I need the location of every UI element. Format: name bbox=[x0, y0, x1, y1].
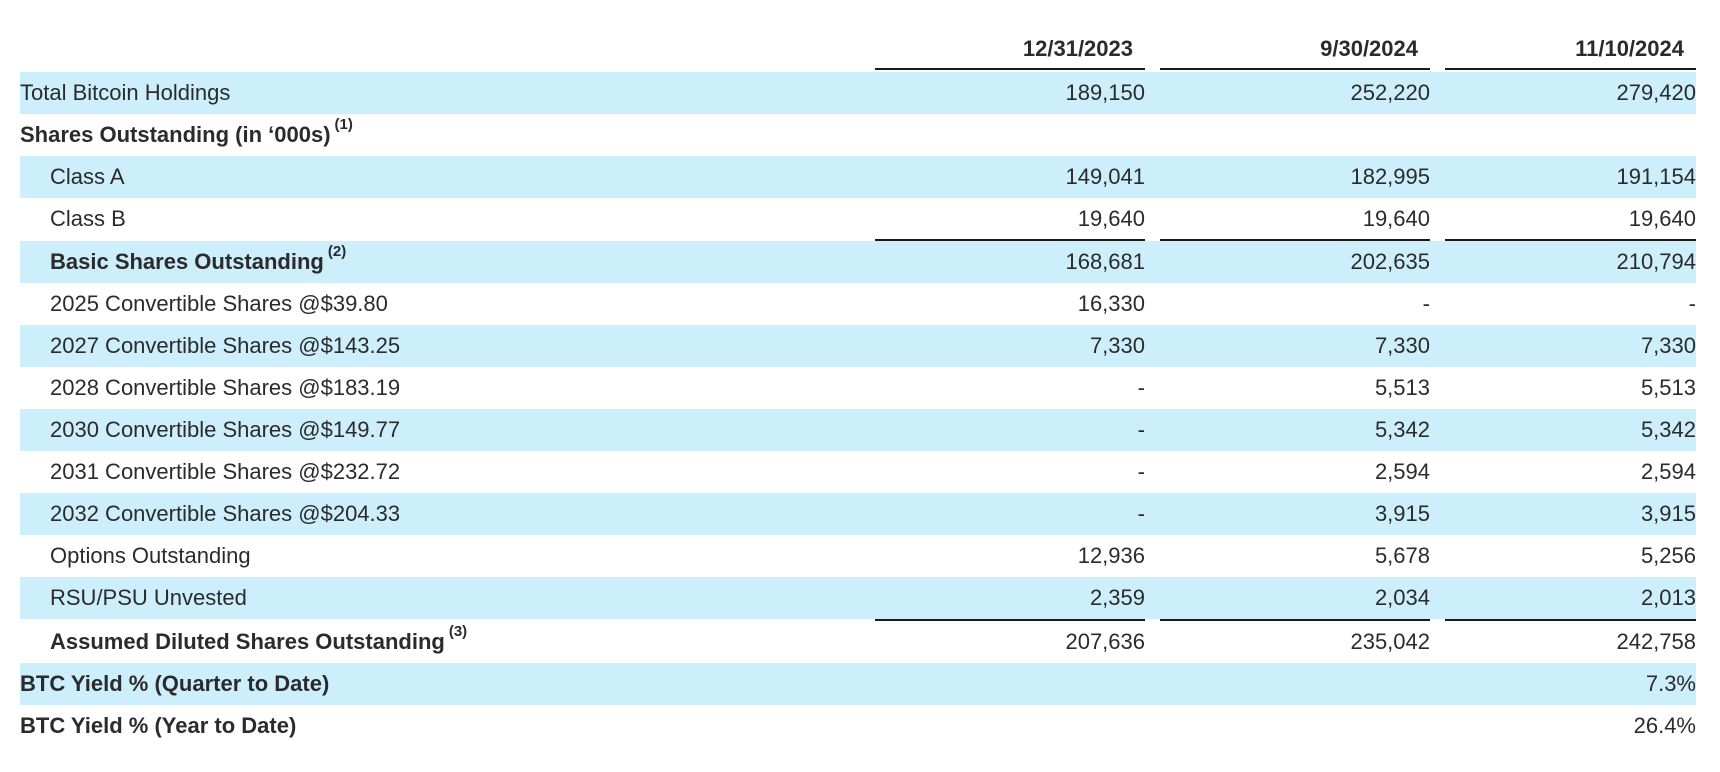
table-header bbox=[20, 0, 1696, 72]
row-class-a bbox=[20, 156, 1696, 198]
row-value-col2: 5,513 bbox=[1374, 375, 1430, 400]
row-label bbox=[50, 241, 346, 283]
row-value-col3: 210,794 bbox=[1616, 249, 1696, 274]
row-value-col3: - bbox=[1688, 291, 1696, 316]
row-value-col2: 182,995 bbox=[1350, 164, 1430, 189]
row-label bbox=[50, 621, 467, 663]
row-label: BTC Yield % (Quarter to Date) bbox=[20, 671, 330, 696]
row-value-col3: 2,594 bbox=[1640, 459, 1696, 484]
row-shares-outstanding-heading bbox=[20, 114, 1696, 156]
row-btc-yield-ytd bbox=[20, 705, 1696, 747]
row-value-col2: 252,220 bbox=[1350, 80, 1430, 105]
row-value-col3: 26.4% bbox=[1633, 713, 1696, 738]
row-value-col2: 5,342 bbox=[1374, 417, 1430, 442]
row-label: Total Bitcoin Holdings bbox=[20, 80, 231, 105]
row-basic-shares-outstanding bbox=[20, 241, 1696, 283]
footnote-marker: (2) bbox=[327, 243, 347, 260]
row-2027-convertible bbox=[20, 325, 1696, 367]
row-value-col2: 235,042 bbox=[1350, 629, 1430, 654]
row-label: BTC Yield % (Year to Date) bbox=[20, 713, 297, 738]
row-assumed-diluted-shares bbox=[20, 621, 1696, 663]
row-label-text: Basic Shares Outstanding bbox=[50, 249, 324, 274]
row-value-col1: - bbox=[1137, 417, 1145, 442]
row-value-col3: 279,420 bbox=[1616, 80, 1696, 105]
row-value-col3: 5,256 bbox=[1640, 543, 1696, 568]
row-value-col1: - bbox=[1137, 459, 1145, 484]
row-value-col1: - bbox=[1137, 375, 1145, 400]
row-value-col2: 202,635 bbox=[1350, 249, 1430, 274]
row-2030-convertible bbox=[20, 409, 1696, 451]
row-label: 2030 Convertible Shares @$149.77 bbox=[50, 417, 401, 442]
row-label-text: Shares Outstanding (in ‘000s) bbox=[20, 122, 331, 147]
row-value-col3: 7.3% bbox=[1645, 671, 1696, 696]
row-value-col3: 7,330 bbox=[1640, 333, 1696, 358]
row-value-col3: 5,513 bbox=[1640, 375, 1696, 400]
row-value-col1: 189,150 bbox=[1065, 80, 1145, 105]
row-value-col3: 5,342 bbox=[1640, 417, 1696, 442]
row-value-col1: 16,330 bbox=[1077, 291, 1145, 316]
row-label: 2027 Convertible Shares @$143.25 bbox=[50, 333, 401, 358]
row-2028-convertible bbox=[20, 367, 1696, 409]
row-options-outstanding bbox=[20, 535, 1696, 577]
row-value-col2: 5,678 bbox=[1374, 543, 1430, 568]
row-label: 2031 Convertible Shares @$232.72 bbox=[50, 459, 401, 484]
row-label bbox=[20, 114, 353, 156]
row-value-col2: 7,330 bbox=[1374, 333, 1430, 358]
row-btc-yield-qtd bbox=[20, 663, 1696, 705]
row-value-col3: 3,915 bbox=[1640, 501, 1696, 526]
row-total-bitcoin-holdings bbox=[20, 72, 1696, 114]
row-value-col3: 2,013 bbox=[1640, 585, 1696, 610]
column-header-2: 9/30/2024 bbox=[1160, 36, 1430, 70]
footnote-marker: (3) bbox=[448, 623, 468, 640]
row-value-col2: 3,915 bbox=[1374, 501, 1430, 526]
row-value-col1: 149,041 bbox=[1065, 164, 1145, 189]
row-label: RSU/PSU Unvested bbox=[50, 585, 247, 610]
row-label: 2032 Convertible Shares @$204.33 bbox=[50, 501, 401, 526]
row-value-col3: 19,640 bbox=[1628, 206, 1696, 231]
row-value-col2: 19,640 bbox=[1362, 206, 1430, 231]
row-2032-convertible bbox=[20, 493, 1696, 535]
row-value-col1: 2,359 bbox=[1089, 585, 1145, 610]
row-value-col1: 207,636 bbox=[1065, 629, 1145, 654]
row-value-col2: 2,034 bbox=[1374, 585, 1430, 610]
column-header-1: 12/31/2023 bbox=[875, 36, 1145, 70]
column-header-3: 11/10/2024 bbox=[1445, 36, 1696, 70]
row-label-text: Assumed Diluted Shares Outstanding bbox=[50, 629, 445, 654]
row-2025-convertible bbox=[20, 283, 1696, 325]
row-value-col1: 168,681 bbox=[1065, 249, 1145, 274]
row-2031-convertible bbox=[20, 451, 1696, 493]
row-value-col1: 7,330 bbox=[1089, 333, 1145, 358]
footnote-marker: (1) bbox=[334, 116, 353, 133]
row-value-col3: 191,154 bbox=[1616, 164, 1696, 189]
row-label: Class B bbox=[50, 206, 126, 231]
row-value-col2: - bbox=[1422, 291, 1430, 316]
row-value-col3: 242,758 bbox=[1616, 629, 1696, 654]
row-label: Class A bbox=[50, 164, 125, 189]
row-label: Options Outstanding bbox=[50, 543, 251, 568]
row-value-col2: 2,594 bbox=[1374, 459, 1430, 484]
row-label: 2028 Convertible Shares @$183.19 bbox=[50, 375, 401, 400]
row-value-col1: 19,640 bbox=[1077, 206, 1145, 231]
row-value-col1: - bbox=[1137, 501, 1145, 526]
row-value-col1: 12,936 bbox=[1077, 543, 1145, 568]
row-class-b bbox=[20, 198, 1696, 240]
row-rsu-psu-unvested bbox=[20, 577, 1696, 619]
row-label: 2025 Convertible Shares @$39.80 bbox=[50, 291, 388, 316]
